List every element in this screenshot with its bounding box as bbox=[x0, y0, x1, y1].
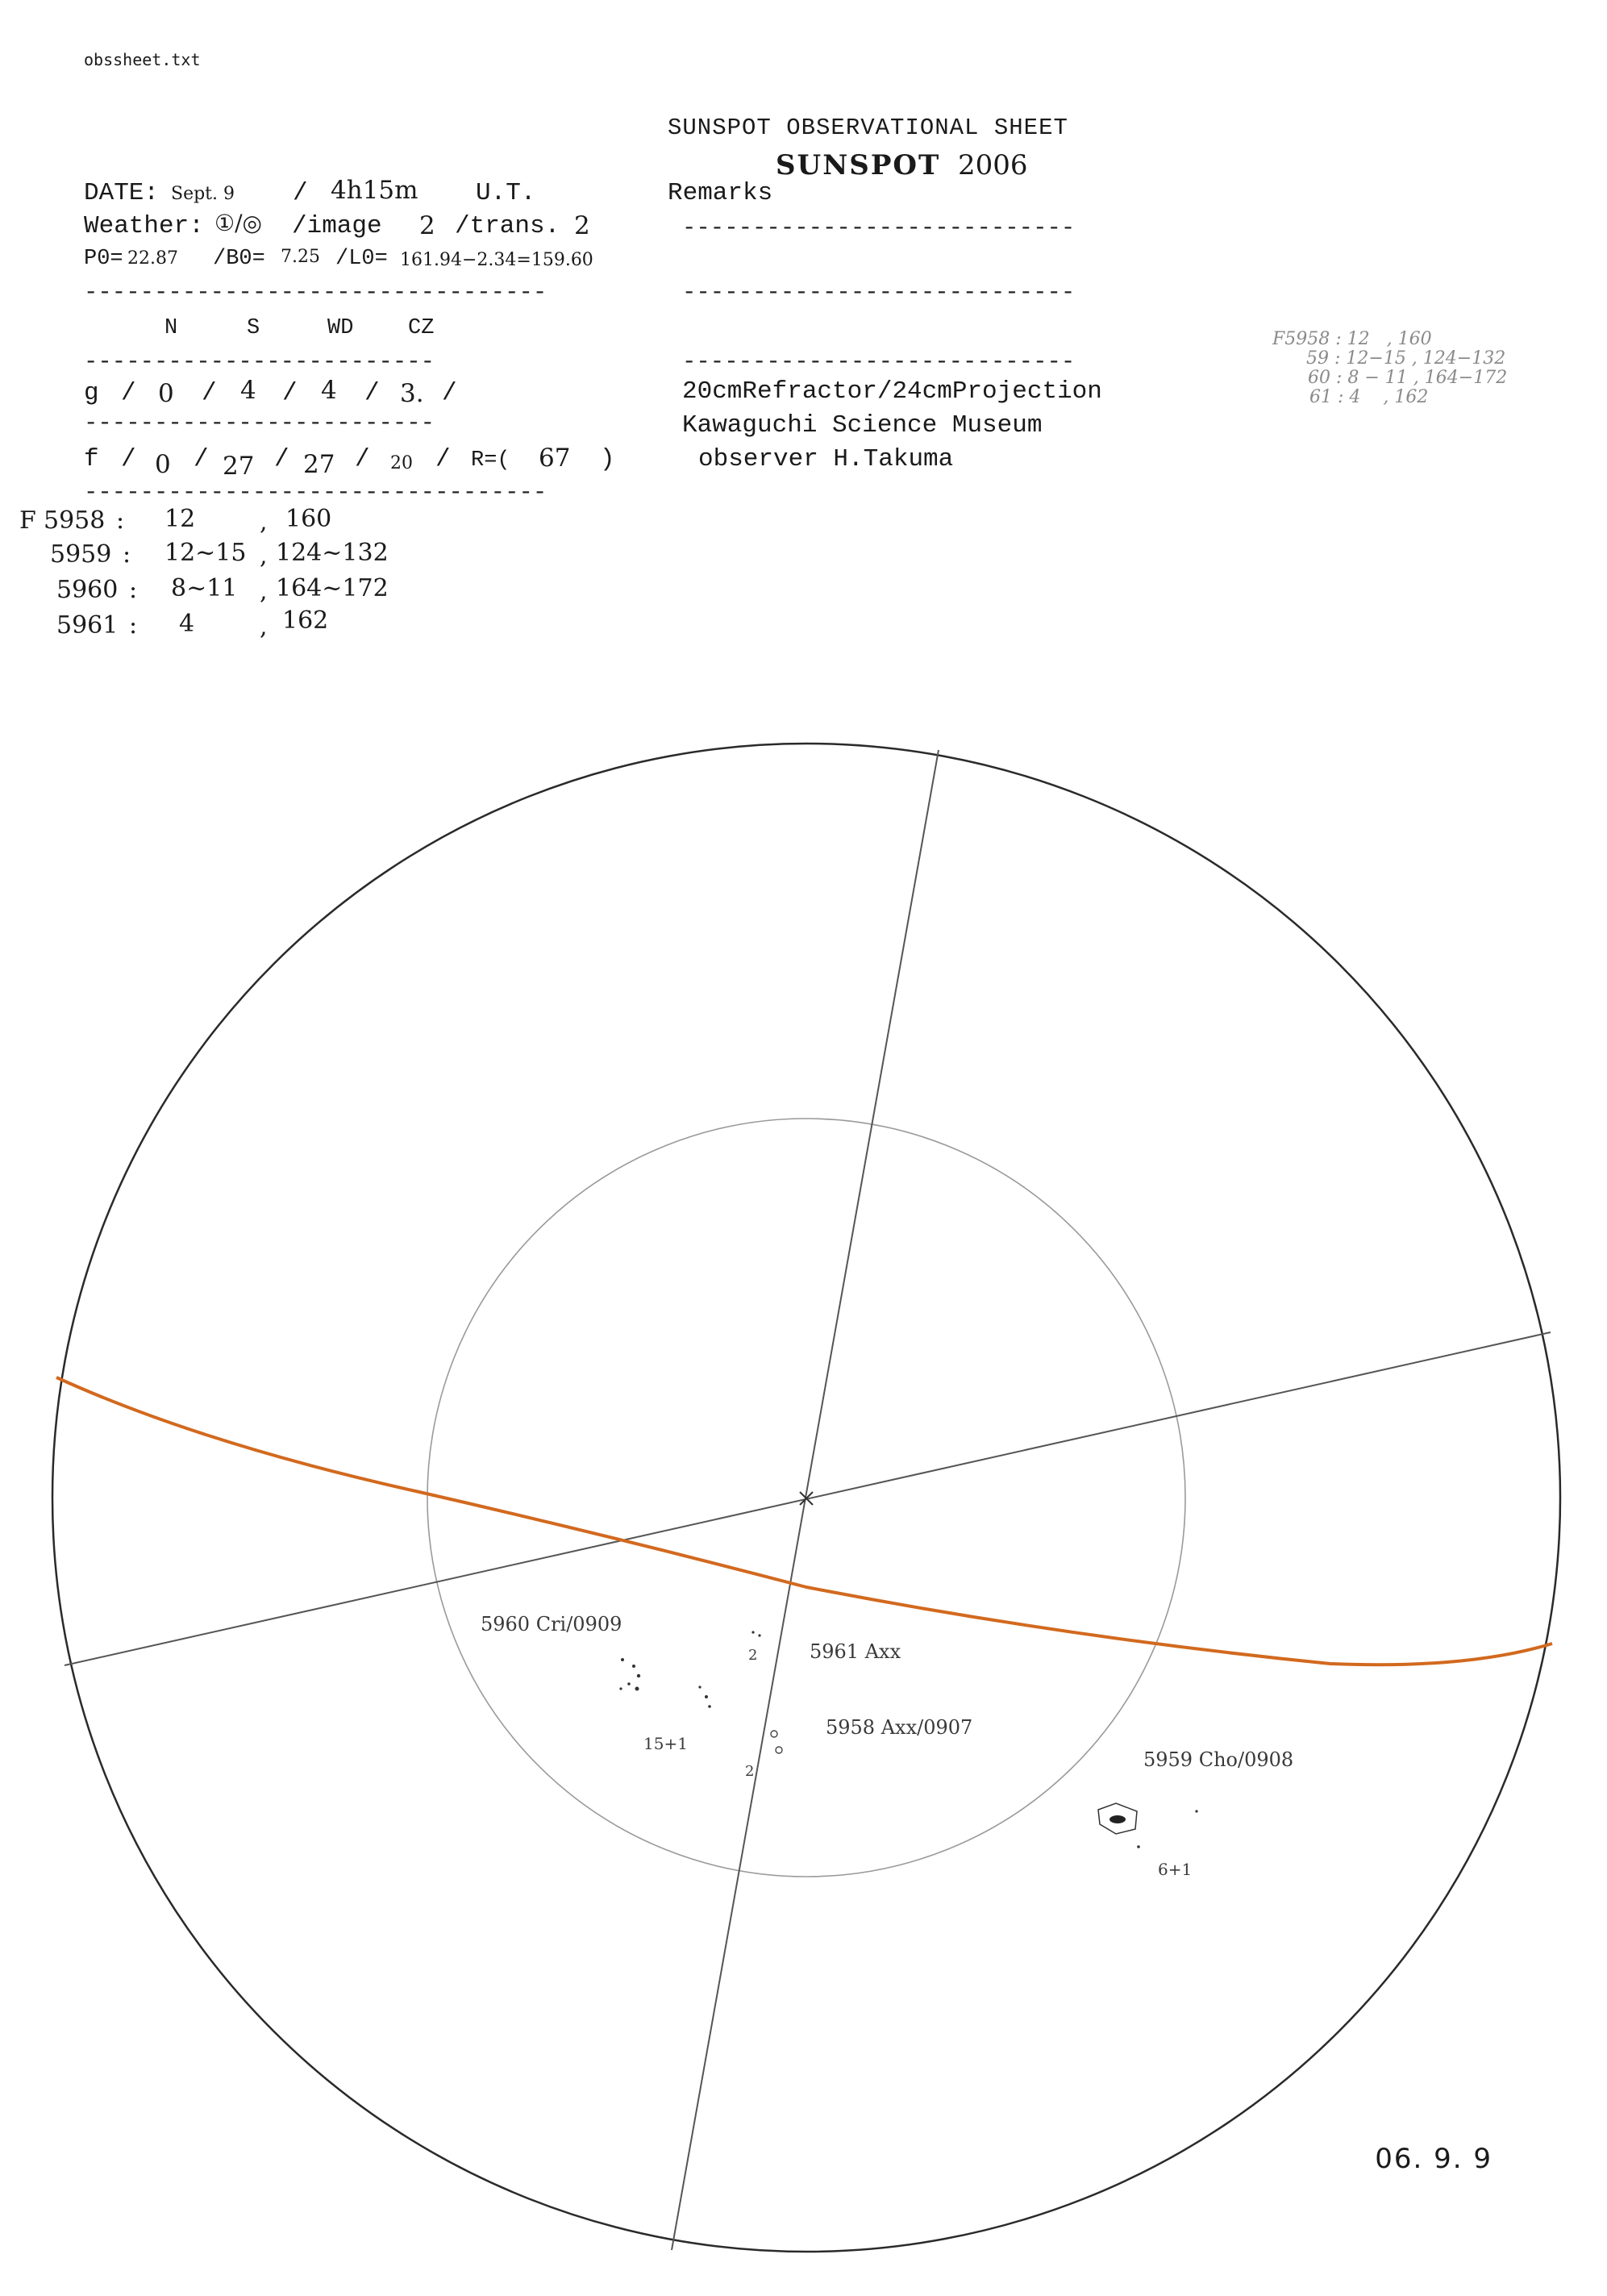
f-value-s: 27 bbox=[223, 452, 255, 481]
region-id: 5961 bbox=[56, 611, 119, 640]
f-sep: / bbox=[355, 445, 370, 473]
sunspot-group-5958 bbox=[771, 1731, 782, 1753]
pencil-note: 61 : 4 , 162 bbox=[1309, 387, 1429, 407]
region-label-5961: 5961 Axx bbox=[810, 1640, 901, 1663]
region-id: 5958 bbox=[44, 506, 106, 535]
b0-label: /B0= bbox=[213, 247, 265, 271]
spot-count-5958: 2 bbox=[745, 1763, 755, 1780]
rule-3: ------------------------- bbox=[84, 410, 435, 436]
image-value: 2 bbox=[419, 211, 435, 240]
g-value-s: 4 bbox=[240, 376, 256, 405]
region-colon: : bbox=[129, 611, 138, 640]
b0-value: 7.25 bbox=[281, 247, 320, 267]
g-label: g bbox=[84, 379, 99, 407]
weather-label: Weather: bbox=[84, 212, 204, 240]
f-value-cz: 20 bbox=[390, 453, 413, 473]
rule-2: ------------------------- bbox=[84, 348, 435, 375]
p0-label: P0= bbox=[84, 247, 123, 271]
region-lat: 12~15 bbox=[164, 539, 247, 567]
f-value-n: 0 bbox=[155, 450, 171, 479]
g-sep: / bbox=[202, 379, 217, 407]
solar-equator-line bbox=[56, 1377, 1552, 1665]
region-list-prefix: F bbox=[19, 506, 36, 535]
trans-value: 2 bbox=[574, 211, 590, 240]
region-lon: 124~132 bbox=[276, 539, 389, 567]
l0-label: /L0= bbox=[335, 247, 388, 271]
sunspot-group-5961 bbox=[751, 1631, 760, 1636]
region-comma: , bbox=[260, 577, 268, 606]
p0-value: 22.87 bbox=[127, 248, 178, 269]
sunspot-group-5960 bbox=[619, 1658, 710, 1708]
institution: Kawaguchi Science Museum bbox=[682, 411, 1043, 440]
f-label: f bbox=[84, 445, 99, 473]
image-label: /image bbox=[292, 212, 382, 240]
instrument: 20cmRefractor/24cmProjection bbox=[682, 377, 1102, 406]
r-label: R=( bbox=[471, 448, 510, 473]
region-comma: , bbox=[260, 542, 268, 570]
region-id: 5960 bbox=[56, 576, 119, 604]
sheet-title: SUNSPOT OBSERVATIONAL SHEET bbox=[668, 115, 1068, 141]
region-comma: , bbox=[260, 508, 268, 536]
region-label-5959: 5959 Cho/0908 bbox=[1143, 1748, 1294, 1771]
g-value-n: 0 bbox=[158, 379, 174, 408]
region-lat: 12 bbox=[164, 505, 196, 533]
r-close: ) bbox=[600, 445, 615, 473]
time-value: 4h15m bbox=[331, 176, 418, 205]
subtitle-word: SUNSPOT bbox=[776, 149, 941, 181]
spot-count-5960: 15+1 bbox=[643, 1734, 688, 1753]
sunspot-group-5959 bbox=[1098, 1803, 1198, 1848]
observer: observer H.Takuma bbox=[698, 445, 954, 473]
remarks-rule-2: ---------------------------- bbox=[682, 279, 1076, 306]
weather-value: ①/◎ bbox=[214, 210, 262, 236]
g-value-wd: 4 bbox=[321, 376, 337, 405]
file-name: obssheet.txt bbox=[84, 50, 201, 69]
remarks-rule-3: ---------------------------- bbox=[682, 348, 1076, 375]
col-header-wd: WD bbox=[327, 316, 354, 340]
date-slash: / bbox=[293, 179, 308, 207]
region-colon: : bbox=[116, 506, 125, 535]
f-value-wd: 27 bbox=[303, 450, 335, 479]
subtitle-year: 2006 bbox=[957, 149, 1028, 181]
f-sep: / bbox=[274, 445, 289, 473]
col-header-cz: CZ bbox=[408, 316, 435, 340]
g-sep: / bbox=[282, 379, 298, 407]
region-lon: 164~172 bbox=[276, 574, 389, 602]
f-sep: / bbox=[121, 445, 136, 473]
region-lon: 162 bbox=[282, 606, 329, 635]
rule-bottom: --------------------------------- bbox=[84, 479, 547, 506]
region-label-5960: 5960 Cri/0909 bbox=[481, 1613, 622, 1636]
pencil-note: F5958 : 12 , 160 bbox=[1272, 329, 1432, 349]
pencil-note: 60 : 8 − 11 , 164−172 bbox=[1308, 368, 1508, 388]
region-colon: : bbox=[123, 540, 131, 569]
region-lat: 4 bbox=[179, 610, 195, 638]
rule-top: --------------------------------- bbox=[84, 279, 547, 306]
spot-count-5959: 6+1 bbox=[1158, 1860, 1193, 1879]
spot-count-5961: 2 bbox=[748, 1647, 758, 1664]
pencil-note: 59 : 12−15 , 124−132 bbox=[1306, 348, 1506, 369]
r-value: 67 bbox=[539, 444, 571, 473]
region-comma: , bbox=[260, 613, 268, 641]
remarks-rule-1: ---------------------------- bbox=[682, 215, 1076, 241]
region-lon: 160 bbox=[285, 505, 332, 533]
region-lat: 8~11 bbox=[171, 574, 238, 602]
g-sep: / bbox=[442, 379, 457, 407]
f-sep: / bbox=[194, 445, 209, 473]
g-sep: / bbox=[364, 379, 380, 407]
trans-label: /trans. bbox=[455, 212, 560, 240]
date-value: Sept. 9 bbox=[171, 184, 235, 204]
l0-value: 161.94−2.34=159.60 bbox=[400, 250, 593, 270]
region-colon: : bbox=[129, 576, 138, 604]
remarks-label: Remarks bbox=[668, 179, 773, 207]
g-sep: / bbox=[121, 379, 136, 407]
time-unit: U.T. bbox=[476, 179, 536, 207]
date-label: DATE: bbox=[84, 179, 160, 207]
col-header-s: S bbox=[247, 316, 260, 340]
region-id: 5959 bbox=[50, 540, 112, 569]
f-sep: / bbox=[435, 445, 451, 473]
date-stamp: 06. 9. 9 bbox=[1375, 2143, 1493, 2175]
col-header-n: N bbox=[164, 316, 178, 340]
region-label-5958: 5958 Axx/0907 bbox=[826, 1716, 973, 1739]
g-value-cz: 3. bbox=[400, 379, 424, 408]
